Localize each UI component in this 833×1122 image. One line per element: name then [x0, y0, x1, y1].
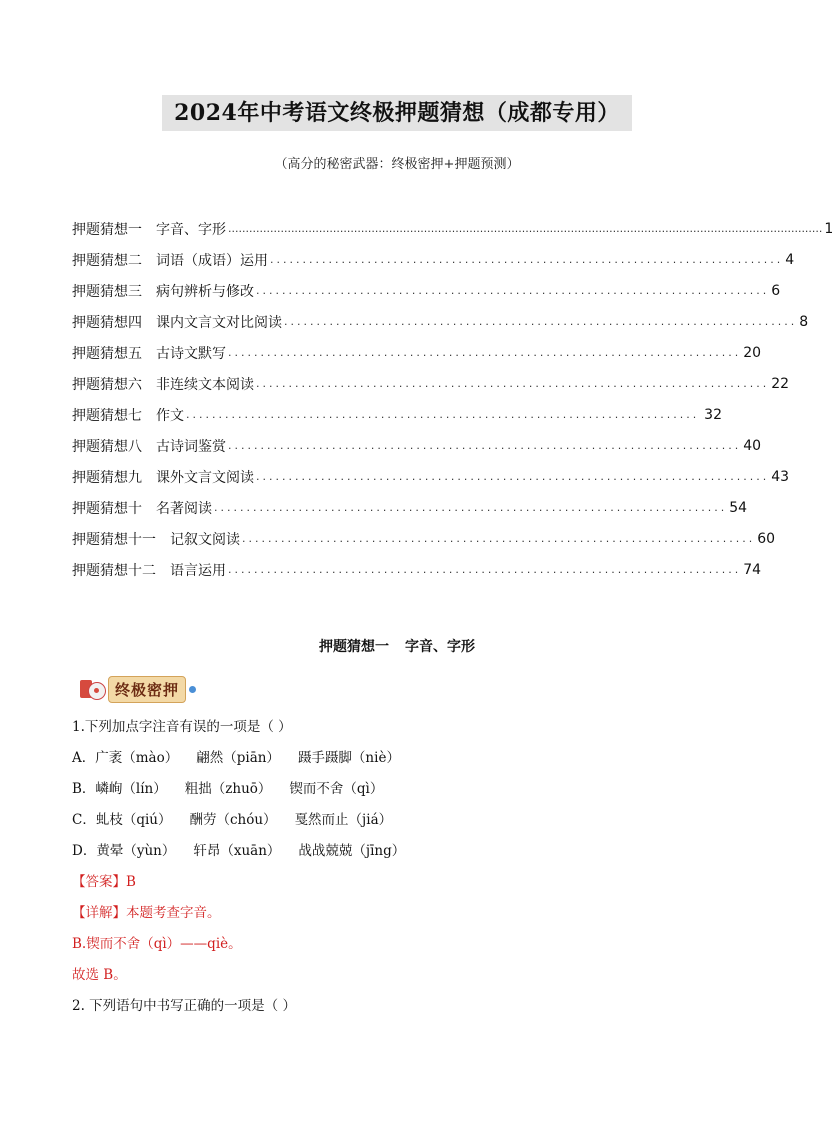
toc-label: 押题猜想十一 [72, 531, 156, 548]
detail-line: 【详解】本题考查字音。 [72, 905, 221, 921]
badge-label: 终极密押 [108, 676, 186, 703]
toc-page-number: 32 [704, 406, 722, 423]
option-item: 粗拙（zhuō） [184, 781, 272, 797]
explanation-line: B.锲而不舍（qì）——qiè。 [72, 936, 242, 952]
question-2: 2. 下列语句中书写正确的一项是（ ） [72, 998, 296, 1014]
target-icon [80, 678, 106, 700]
toc-page-number: 1 [824, 220, 833, 237]
toc-dot-leader: ............................................................................... [256, 284, 770, 297]
toc-title: 名著阅读 [156, 500, 212, 517]
toc-page-number: 8 [799, 313, 809, 330]
option-item: 戛然而止（jiá） [294, 812, 393, 828]
toc-page-number: 6 [771, 282, 781, 299]
toc-dot-leader: .......................................................................................................................................................................... [228, 222, 823, 235]
toc-page-number: 22 [771, 375, 790, 392]
toc-dot-leader: ............................................................................... [284, 315, 798, 328]
toc-label: 押题猜想八 [72, 438, 142, 455]
toc-page-number: 40 [743, 437, 762, 454]
toc-page-number: 4 [785, 251, 795, 268]
option-item: 翩然（piān） [196, 750, 280, 766]
toc-row[interactable] [72, 306, 809, 337]
question-area [72, 712, 722, 1022]
toc-label: 押题猜想九 [72, 469, 142, 486]
option-b [72, 774, 722, 805]
toc-title: 古诗词鉴赏 [156, 438, 226, 455]
toc-title: 古诗文默写 [156, 345, 226, 362]
toc-row[interactable] [72, 430, 762, 461]
toc-row[interactable] [72, 368, 790, 399]
toc-title: 作文 [156, 407, 184, 424]
section-title: 字音、字形 [405, 639, 475, 655]
option-item: A．广袤（mào） [72, 750, 179, 766]
toc-row[interactable] [72, 244, 795, 275]
toc-row[interactable] [72, 461, 790, 492]
toc-row[interactable] [72, 213, 833, 244]
toc-row[interactable] [72, 399, 722, 430]
option-item: 锲而不舍（qì） [289, 781, 384, 797]
toc-label: 押题猜想七 [72, 407, 142, 424]
document-title: 2024年中考语文终极押题猜想（成都专用） [162, 95, 632, 131]
toc-page-number: 20 [743, 344, 762, 361]
toc-title: 记叙文阅读 [170, 531, 240, 548]
toc-dot-leader: ............................................................................... [214, 501, 728, 514]
option-d [72, 836, 722, 867]
toc-dot-leader: ............................................................................... [256, 377, 770, 390]
toc-dot-leader: ............................................................................... [186, 408, 700, 421]
option-item: B．嶙峋（lín） [72, 781, 167, 797]
section-label: 押题猜想一 [319, 639, 389, 655]
toc-label: 押题猜想四 [72, 314, 142, 331]
toc-row[interactable] [72, 554, 762, 585]
toc-title: 字音、字形 [156, 221, 226, 238]
toc-label: 押题猜想十 [72, 500, 142, 517]
toc-page-number: 74 [743, 561, 762, 578]
answer-line: 【答案】B [72, 874, 136, 890]
toc-page-number: 43 [771, 468, 790, 485]
badge [80, 675, 196, 703]
question-1: 1.下列加点字注音有误的一项是（ ） [72, 719, 292, 735]
option-item: D．黄晕（yùn） [72, 843, 176, 859]
toc-title: 课外文言文阅读 [156, 469, 254, 486]
option-c [72, 805, 722, 836]
toc-dot-leader: ............................................................................... [228, 346, 742, 359]
toc-title: 课内文言文对比阅读 [156, 314, 282, 331]
section-heading [0, 636, 794, 656]
conclusion-line: 故选 B。 [72, 967, 127, 983]
toc-dot-leader: ............................................................................... [242, 532, 756, 545]
table-of-contents [72, 213, 833, 585]
toc-label: 押题猜想三 [72, 283, 142, 300]
option-a [72, 743, 722, 774]
toc-title: 语言运用 [170, 562, 226, 579]
toc-label: 押题猜想一 [72, 221, 142, 238]
option-item: 蹑手蹑脚（niè） [297, 750, 400, 766]
toc-row[interactable] [72, 492, 748, 523]
option-item: 酬劳（chóu） [189, 812, 277, 828]
toc-row[interactable] [72, 523, 776, 554]
dot-icon [189, 686, 196, 693]
toc-title: 病句辨析与修改 [156, 283, 254, 300]
toc-dot-leader: ............................................................................... [228, 439, 742, 452]
title-wrap [0, 95, 794, 131]
toc-row[interactable] [72, 337, 762, 368]
toc-label: 押题猜想十二 [72, 562, 156, 579]
toc-row[interactable] [72, 275, 781, 306]
toc-label: 押题猜想五 [72, 345, 142, 362]
toc-dot-leader: ............................................................................... [270, 253, 784, 266]
toc-dot-leader: ............................................................................... [256, 470, 770, 483]
toc-title: 非连续文本阅读 [156, 376, 254, 393]
option-item: 战战兢兢（jīng） [298, 843, 406, 859]
toc-label: 押题猜想二 [72, 252, 142, 269]
option-item: C．虬枝（qiú） [72, 812, 172, 828]
option-item: 轩昂（xuān） [193, 843, 281, 859]
toc-label: 押题猜想六 [72, 376, 142, 393]
toc-dot-leader: ............................................................................... [228, 563, 742, 576]
toc-title: 词语（成语）运用 [156, 252, 268, 269]
document-subtitle: （高分的秘密武器：终极密押+押题预测） [274, 157, 520, 172]
toc-page-number: 54 [729, 499, 748, 516]
toc-page-number: 60 [757, 530, 776, 547]
